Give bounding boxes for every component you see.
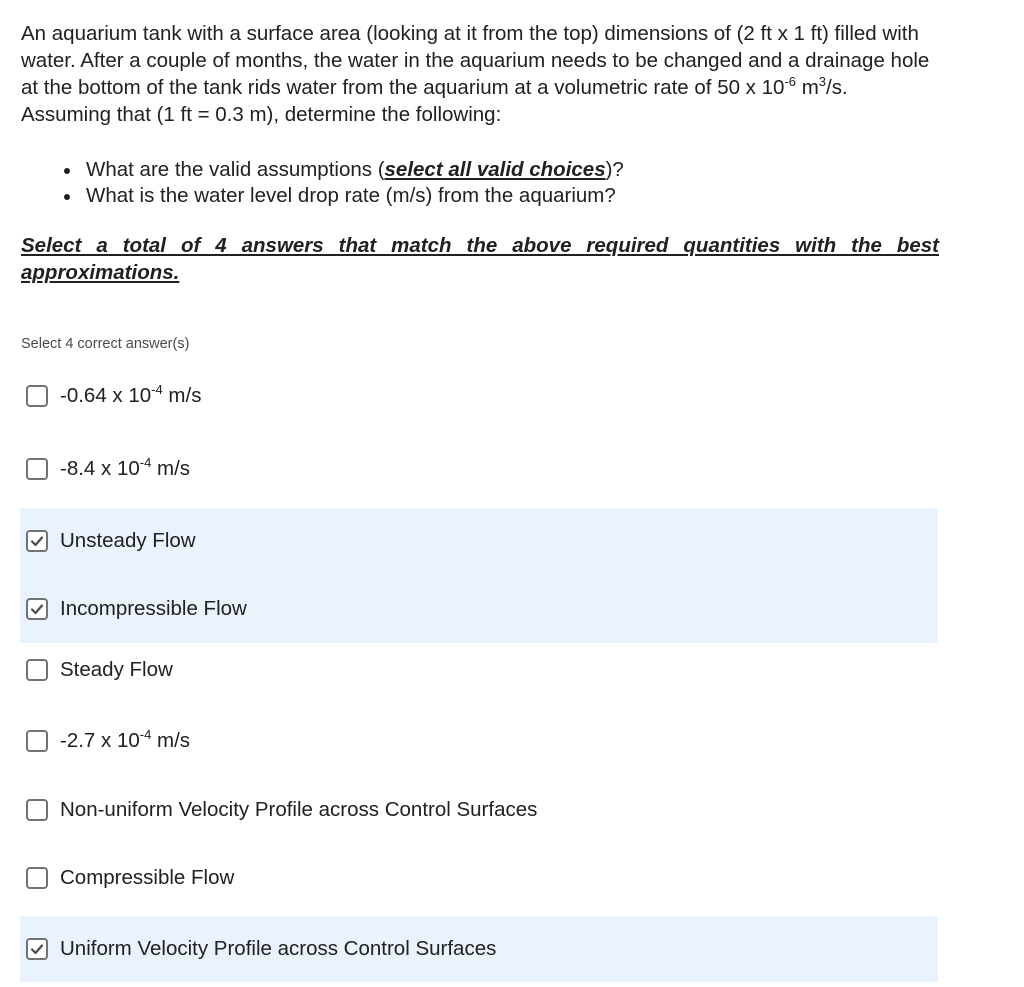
answer-option[interactable] xyxy=(20,777,938,843)
checkbox-checked[interactable] xyxy=(26,598,48,620)
check-icon xyxy=(29,941,45,957)
checkbox[interactable] xyxy=(26,458,48,480)
answer-label: -0.64 x $10^{-4}$ m/s xyxy=(60,382,202,407)
checkbox-checked[interactable] xyxy=(26,530,48,552)
answer-label: Non-uniform Velocity Profile across Control Surfaces xyxy=(60,798,538,821)
answer-option[interactable] xyxy=(20,436,938,502)
list-item: What is the water level drop rate (m/s) from the aquarium? xyxy=(60,183,920,209)
answer-label: Unsteady Flow xyxy=(60,529,196,552)
answer-label: Uniform Velocity Profile across Control Surfaces xyxy=(60,937,497,960)
answer-option[interactable] xyxy=(20,845,938,911)
question-paragraph: An aquarium tank with a surface area (looking at it from the top) dimensions of (2 ft x 1 ft) filled with water. After a couple of months, the water in the aquarium needs to be changed and a drainage hole at the bottom of the tank rids water from the aquarium at a volumetric rate of 50 x $10^{-6}$ $m^3/s$. Assuming that (1 ft = 0.3 m), determine the following: xyxy=(21,22,930,126)
answer-option[interactable] xyxy=(20,508,938,574)
checkbox[interactable] xyxy=(26,385,48,407)
select-all-emphasis: select all valid choices xyxy=(384,158,606,181)
checkbox[interactable] xyxy=(26,730,48,752)
question-text xyxy=(21,20,939,128)
checkbox[interactable] xyxy=(26,867,48,889)
answer-option[interactable] xyxy=(20,708,938,774)
answer-label: Steady Flow xyxy=(60,658,173,681)
checkbox[interactable] xyxy=(26,659,48,681)
checkbox[interactable] xyxy=(26,799,48,821)
select-count-note: Select 4 correct answer(s) xyxy=(21,336,190,352)
answer-option[interactable] xyxy=(20,637,938,703)
answer-label: Compressible Flow xyxy=(60,866,235,889)
answer-label: -2.7 x $10^{-4}$ m/s xyxy=(60,727,191,752)
answer-label: -8.4 x $10^{-4}$ m/s xyxy=(60,455,191,480)
list-item: What are the valid assumptions (select all valid choices)? xyxy=(60,157,920,183)
checkbox-checked[interactable] xyxy=(26,938,48,960)
answer-option[interactable] xyxy=(20,363,938,429)
requirements-list xyxy=(60,157,920,209)
answer-option[interactable] xyxy=(20,916,938,982)
check-icon xyxy=(29,601,45,617)
answer-label: Incompressible Flow xyxy=(60,596,247,620)
answer-option[interactable] xyxy=(20,574,938,643)
check-icon xyxy=(29,533,45,549)
instruction-text: Select a total of 4 answers that match the above required quantities with the best approximations. xyxy=(21,234,939,284)
